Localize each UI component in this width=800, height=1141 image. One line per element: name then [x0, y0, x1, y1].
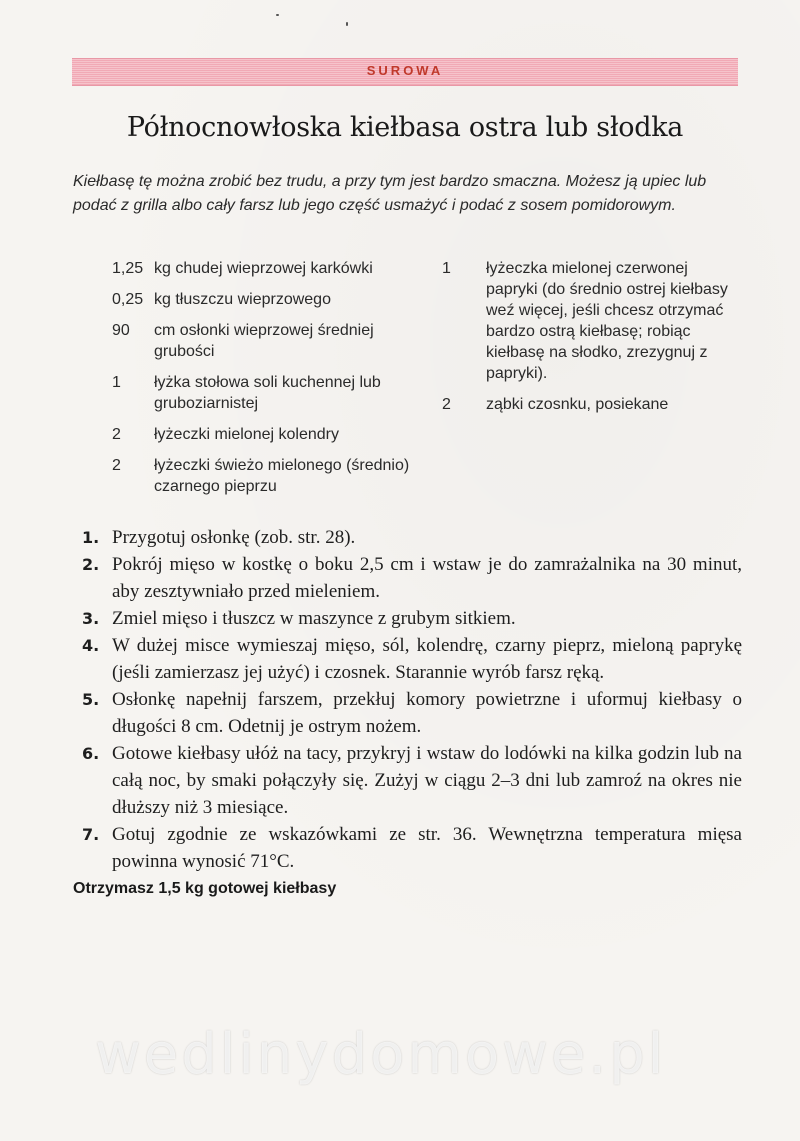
recipe-intro: Kiełbasę tę można zrobić bez trudu, a przy tym jest bardzo smaczna. Możesz ją upiec lub podać z grilla albo cały farsz lub jego część usmażyć i podać z sosem pomidorowym.	[73, 173, 707, 214]
ingredient-qty: 90	[112, 322, 130, 339]
step-number: 6.	[82, 744, 100, 763]
recipe-title: Północnowłoska kiełbasa ostra lub słodka	[126, 112, 684, 143]
ingredient-item	[112, 372, 422, 414]
step-text: Gotuj zgodnie ze wskazówkami ze str. 36. Wewnętrzna temperatura mięsa powinna wynosić 71°C.	[112, 824, 742, 872]
step-number: 5.	[82, 690, 100, 709]
ingredient-text: łyżeczki mielonej kolendry	[154, 426, 339, 443]
section-banner	[72, 58, 738, 86]
ingredient-text: kg chudej wieprzowej karkówki	[154, 260, 373, 277]
print-speck	[346, 22, 348, 26]
ingredient-item	[112, 320, 422, 362]
ingredient-qty: 2	[112, 457, 121, 474]
ingredient-text: łyżeczki świeżo mielonego (średnio) czarnego pieprzu	[154, 457, 410, 495]
ingredient-text: łyżka stołowa soli kuchennej lub gruboziarnistej	[154, 374, 381, 412]
method-step	[82, 524, 742, 551]
method-step	[82, 740, 742, 821]
ingredient-text: łyżeczka mielonej czerwonej papryki (do średnio ostrej kiełbasy weź więcej, jeśli chcesz otrzymać bardzo ostrą kiełbasę; robiąc kiełbasę na słodko, zrezygnuj z papryki).	[486, 260, 728, 382]
step-text: W dużej misce wymieszaj mięso, sól, kolendrę, czarny pieprz, mieloną paprykę (jeśli zamierzasz jej użyć) i czosnek. Starannie wyrób farsz ręką.	[112, 635, 742, 683]
recipe-yield: Otrzymasz 1,5 kg gotowej kiełbasy	[73, 880, 337, 897]
step-text: Przygotuj osłonkę (zob. str. 28).	[112, 527, 356, 548]
ingredient-qty: 2	[442, 396, 451, 413]
ingredient-qty: 1	[112, 374, 121, 391]
step-number: 2.	[82, 555, 100, 574]
method-step	[82, 821, 742, 875]
method-step	[82, 632, 742, 686]
method-step	[82, 551, 742, 605]
ingredient-item	[442, 258, 742, 384]
ingredient-qty: 1,25	[112, 260, 144, 277]
ingredient-text: cm osłonki wieprzowej średniej grubości	[154, 322, 374, 360]
step-text: Gotowe kiełbasy ułóż na tacy, przykryj i wstaw do lodówki na kilka godzin lub na całą noc, by smaki połączyły się. Zużyj w ciągu 2–3 dni lub zamroź na okres nie dłuższy niż 3 miesiące.	[112, 743, 742, 818]
ingredient-qty: 2	[112, 426, 121, 443]
step-number: 3.	[82, 609, 100, 628]
ingredient-item	[112, 455, 422, 497]
watermark-logo: wedlinydomowe.pl	[95, 1022, 667, 1087]
ingredient-text: ząbki czosnku, posiekane	[486, 396, 669, 413]
step-text: Zmiel mięso i tłuszcz w maszynce z grubym sitkiem.	[112, 608, 516, 629]
method-steps	[82, 524, 742, 875]
step-text: Pokrój mięso w kostkę o boku 2,5 cm i wstaw je do zamrażalnika na 30 minut, aby zesztywniało przed mieleniem.	[112, 554, 742, 602]
ingredient-item	[442, 394, 742, 415]
step-number: 1.	[82, 528, 100, 547]
section-label: SUROWA	[366, 63, 444, 78]
ingredients-left-column	[112, 258, 422, 507]
step-number: 7.	[82, 825, 100, 844]
ingredient-qty: 0,25	[112, 291, 144, 308]
ingredients-right-column	[442, 258, 742, 425]
print-speck	[276, 14, 279, 16]
step-number: 4.	[82, 636, 100, 655]
method-step	[82, 686, 742, 740]
ingredient-text: kg tłuszczu wieprzowego	[154, 291, 331, 308]
ingredient-item	[112, 424, 422, 445]
method-step	[82, 605, 742, 632]
ingredient-item	[112, 258, 422, 279]
ingredient-qty: 1	[442, 260, 451, 277]
ingredient-item	[112, 289, 422, 310]
step-text: Osłonkę napełnij farszem, przekłuj komory powietrzne i uformuj kiełbasy o długości 8 cm. Odetnij je ostrym nożem.	[112, 689, 742, 737]
